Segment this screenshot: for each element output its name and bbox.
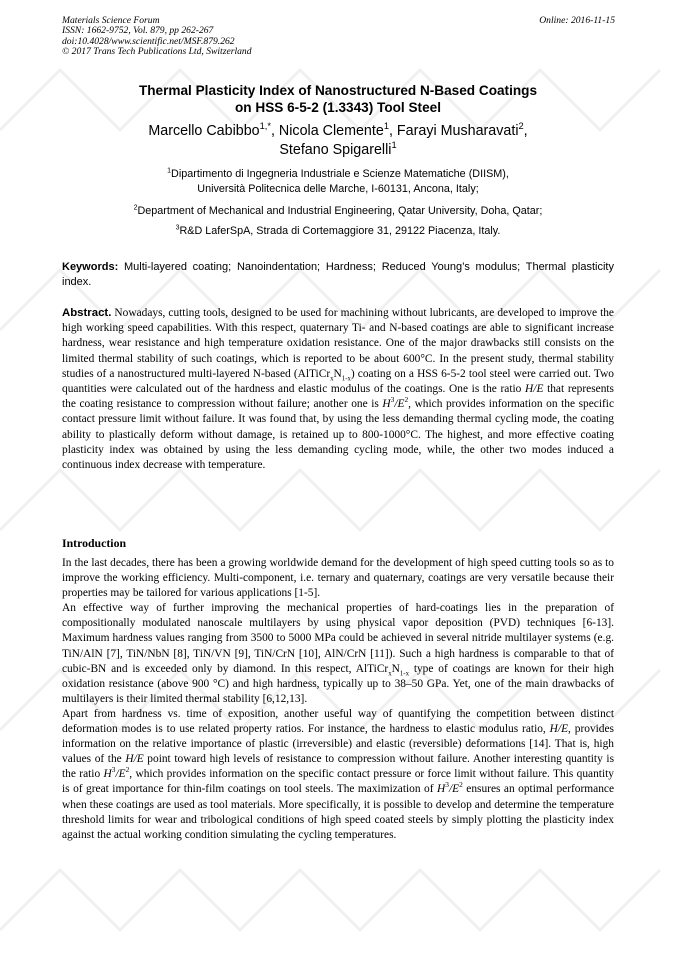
intro-e: /E [115, 768, 126, 781]
author-list [62, 122, 614, 160]
intro-text: , which provides information on the specific contact pressure or force limit without failure. This quantity is of great importance for thin-film coatings on tool steels. The maximization of [62, 768, 614, 796]
paper-title [62, 82, 614, 116]
abstract-text: ) coating on a HSS 6-5-2 tool steel were carried out. Two quantities were calculated out of the hardness and elastic modulus of the coatings. One is the ratio [62, 367, 614, 396]
intro-text: Apart from hardness vs. time of exposition, another useful way of quantifying the competition between distinct deformation modes is to use related property ratios. For instance, the hardness to elastic modulus ratio, [62, 707, 614, 736]
author-3: , Farayi Musharavati [388, 123, 519, 139]
author-1-affil: 1,* [259, 121, 271, 132]
abstract-e: /E [394, 398, 405, 411]
abstract-text: Nowadays, cutting tools, designed to be used for machining without lubricants, are developed to improve the high working speed capabilities. With this respect, quaternary Ti- and N-based coatings are able to significant increase hardness, wear resistance and high temperature oxidation resistance. One of the major drawbacks still consists on the limited thermal stability of such coatings, which is reported to be about 600°C. In the present study, thermal stability studies of a nanostructured multi-layered N-based (AlTiCr [62, 307, 614, 380]
issn-line: ISSN: 1662-9752, Vol. 879, pp 262-267 [62, 25, 214, 37]
intro-sub-x: x [388, 669, 392, 677]
doi-line: doi:10.4028/www.scientific.net/MSF.879.262 [62, 35, 235, 47]
keywords-label: Keywords: [62, 261, 119, 273]
author-2: , Nicola Clemente [270, 123, 384, 139]
author-4: Stefano Spigarelli [279, 142, 392, 158]
intro-paragraph-2 [62, 601, 614, 707]
intro-sup-2: 2 [125, 765, 130, 775]
affiliation-2-text: Department of Mechanical and Industrial Engineering, Qatar University, Doha, Qatar; [137, 205, 543, 217]
journal-name: Materials Science Forum [62, 15, 160, 26]
affiliation-1-line-1: Dipartimento di Ingegneria Industriale e Scienze Matematiche (DIISM), [171, 168, 509, 180]
affiliation-2-marker: 2 [133, 204, 138, 212]
online-date: Online: 2016-11-15 [539, 15, 615, 26]
intro-sub-1x: 1-x [399, 669, 409, 677]
affiliation-3-text: R&D LaferSpA, Strada di Cortemaggiore 31, 29122 Piacenza, Italy. [179, 225, 501, 237]
introduction-heading: Introduction [62, 536, 127, 550]
intro-h: H [103, 768, 112, 781]
introduction-body [62, 556, 614, 843]
intro-sup-3: 3 [445, 780, 449, 790]
affiliation-1-line-2: Università Politecnica delle Marche, I-60131, Ancona, Italy; [197, 183, 479, 195]
intro-text: point toward high levels of resistance to compression without failure. Another interesting quantity is the ratio [62, 753, 615, 781]
intro-text: N [391, 662, 400, 675]
affiliation-3 [62, 224, 614, 239]
affiliation-1-marker: 1 [167, 167, 172, 175]
affiliation-3-marker: 3 [175, 224, 180, 232]
abstract-text: N [333, 367, 342, 380]
keywords-text: Multi-layered coating; Nanoindentation; Hardness; Reduced Young’s modulus; Thermal plasticity index. [62, 261, 614, 288]
intro-paragraph-1: In the last decades, there has been a growing worldwide demand for the development of high speed cutting tools so as to improve the working efficiency. Multi-component, i.e. ternary and quaternary, coatings are very versatile because their properties may be tailored for various applications [1-5]. [62, 557, 614, 600]
abstract-sub-1x: 1-x [341, 375, 351, 383]
intro-text: , provides information on the relative importance of plastic (irreversible) and elastic (reversible) deformations [14]. That is, high values of the [62, 723, 614, 766]
intro-paragraph-3 [62, 707, 614, 843]
intro-he-ratio: H/E [125, 753, 144, 766]
abstract-section [62, 306, 614, 473]
abstract-sup-3: 3 [390, 395, 395, 405]
abstract-sub-x: x [330, 375, 334, 383]
affiliation-1 [62, 167, 614, 197]
author-4-affil: 1 [391, 140, 397, 151]
intro-sup-2: 2 [459, 780, 463, 790]
intro-text: ensures an optimal performance when these coatings are used as tool materials. More specifically, it is possible to develop and determine the temperature threshold limits for wear and tribological conditions of high speed coated steels by simply plotting the plasticity index against the actual working condition simulating the cycling temperatures. [62, 783, 614, 841]
abstract-label: Abstract. [62, 307, 112, 319]
intro-h: H [437, 783, 446, 796]
author-separator: , [523, 123, 528, 139]
keywords-section [62, 260, 614, 290]
copyright-line: © 2017 Trans Tech Publications Ltd, Switzerland [62, 46, 252, 58]
abstract-sup-2: 2 [404, 395, 409, 405]
author-1: Marcello Cabibbo [148, 123, 260, 139]
author-2-affil: 1 [383, 121, 389, 132]
abstract-h: H [382, 398, 391, 411]
intro-he-ratio: H/E [549, 723, 569, 736]
affiliation-2 [62, 204, 614, 219]
title-line-2: on HSS 6-5-2 (1.3343) Tool Steel [235, 100, 441, 115]
intro-sup-3: 3 [111, 765, 116, 775]
abstract-text: that represents the coating resistance to compression without failure; another one is [62, 383, 614, 411]
publication-header [62, 16, 252, 58]
author-3-affil: 2 [518, 121, 524, 132]
intro-text: type of coatings are known for their high oxidation resistance (above 900 °C) and high hardness, typically up to 38–50 GPa. Yet, one of the main drawbacks of multilayers is their limited thermal stability [6,12,13]. [62, 662, 614, 705]
intro-text: An effective way of further improving the mechanical properties of hard-coatings lies in the preparation of compositionally modulated nanoscale multilayers by using physical vapor deposition (PVD) techniques [6-13]. Maximum hardness values ranging from 3500 to 5000 MPa could be achieved in several nitride multilayer systems (e.g. TiN/AlN [7], TiN/NbN [8], TiN/VN [9], TiN/CrN [10], AlN/CrN [11]). Such a high hardness is comparable to that of cubic-BN and is exceeded only by diamond. In this respect, AlTiCr [62, 602, 614, 675]
abstract-text: , which provides information on the specific contact pressure limit without failure. It was found that, by using the less demanding thermal cycling mode, the coating ability to plastically deform without damage, is retained up to 800-1000°C. The highest, and more effective coating plasticity index was obtained by using the less demanding cycling mode, while, the other two modes induced a continuous index decrease with temperature. [62, 398, 614, 472]
title-line-1: Thermal Plasticity Index of Nanostructured N-Based Coatings [138, 83, 538, 98]
intro-e: /E [448, 783, 460, 796]
abstract-he-ratio: H/E [525, 383, 544, 396]
